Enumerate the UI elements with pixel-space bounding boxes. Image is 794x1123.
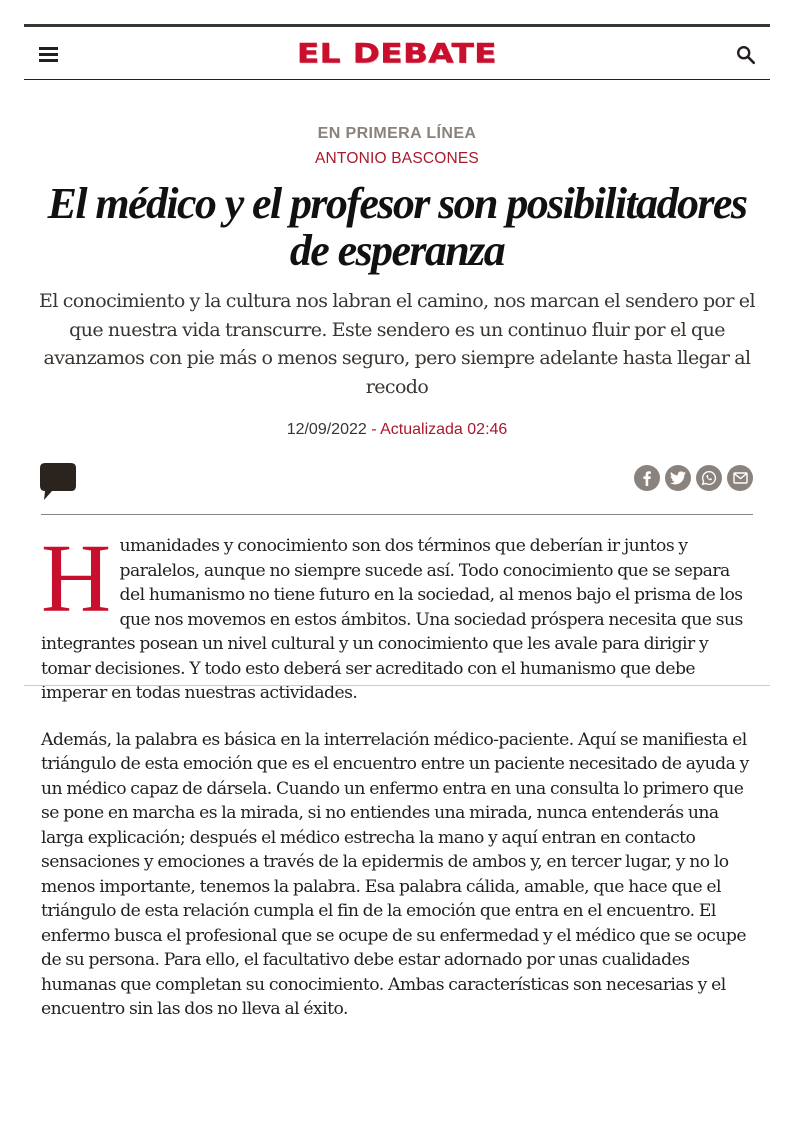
- share-bar: [634, 465, 753, 491]
- whatsapp-icon[interactable]: [696, 465, 722, 491]
- article-subtitle: El conocimiento y la cultura nos labran el camino, nos marcan el sendero por el que nuestra vida transcurre. Este sendero es un continuo fluir por el que avanzamos con pie más o menos seguro, pero siempre adelante hasta llegar al recodo: [39, 290, 755, 398]
- updated-time: Actualizada 02:46: [380, 421, 508, 438]
- page-break-line: [24, 685, 770, 686]
- dateline: [0, 421, 794, 439]
- comment-bubble-glyph: [40, 463, 76, 501]
- section-kicker[interactable]: EN PRIMERA LÍNEA: [317, 125, 477, 142]
- site-logo[interactable]: EL DEBATE: [296, 37, 498, 70]
- twitter-icon[interactable]: [665, 465, 691, 491]
- author-name[interactable]: ANTONIO BASCONES: [315, 150, 479, 167]
- facebook-icon[interactable]: [634, 465, 660, 491]
- paragraph: Además, la palabra es básica en la interrelación médico-paciente. Aquí se manifiesta el triángulo de esta emoción que es el encuentro entre un paciente necesitado de ayuda y un médico capaz de dársela. Cuando un enfermo entra en una consulta lo primero que se pone en marcha es la mirada, si no entiendes una mirada, nunca entenderás una larga explicación; después el médico estrecha la mano y aquí entran en contacto sensaciones y emociones a través de la epidermis de ambos y, en tercer lugar, y no lo menos importante, tenemos la palabra. Esa palabra cálida, amable, que hace que el triángulo de esta relación cumpla el fin de la emoción que entra en el encuentro. El enfermo busca el profesional que se ocupe de su enfermedad y el médico que se ocupe de su persona. Para ello, el facultativo debe estar adornado por unas cualidades humanas que completan su conocimiento. Ambas características son necesarias y el encuentro sin las dos no lleva al éxito.: [41, 729, 749, 1019]
- drop-cap: H: [41, 525, 111, 632]
- email-glyph: [733, 472, 748, 484]
- paragraph-text: umanidades y conocimiento son dos términos que deberían ir juntos y paralelos, aunque no siempre sucede así. Todo conocimiento que se separa del humanismo no tiene futuro en la sociedad, al menos bajo el prisma de los que nos movemos en estos ámbitos. Una sociedad próspera necesita que sus integrantes posean un nivel cultural y un conocimiento que les avale para dirigir y tomar decisiones. Y todo esto deberá ser acreditado con el humanismo que debe imperar en todas nuestras actividades.: [41, 536, 743, 703]
- header-divider: [41, 514, 753, 515]
- whatsapp-glyph: [701, 470, 717, 486]
- site-header: [24, 24, 770, 80]
- email-icon[interactable]: [727, 465, 753, 491]
- paragraph: [41, 525, 753, 706]
- dateline-separator: -: [366, 421, 381, 438]
- search-icon-glyph: [735, 44, 757, 66]
- facebook-glyph: [640, 470, 654, 486]
- twitter-glyph: [670, 471, 686, 485]
- publish-date: 12/09/2022: [286, 421, 367, 438]
- article-headline: El médico y el profesor son posibilitadores de esperanza: [47, 179, 747, 275]
- article-body: [41, 525, 753, 1044]
- comment-bubble-icon[interactable]: [40, 463, 76, 501]
- search-icon[interactable]: [735, 44, 757, 66]
